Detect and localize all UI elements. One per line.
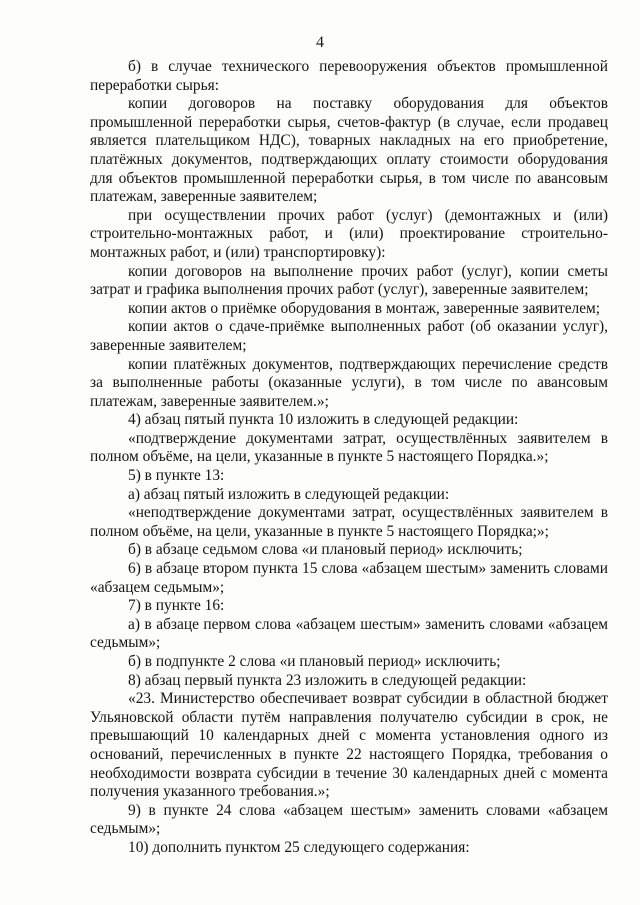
paragraph: 8) абзац первый пункта 23 изложить в следующей редакции: [128, 671, 527, 689]
paragraph: 5) в пункте 13: [128, 467, 225, 485]
paragraph: копии актов о сдаче-приёмке выполненных работ (об оказании услуг), заверенные заявителем; [90, 318, 608, 354]
paragraph: б) в случае технического перевооружения объектов промышленной переработки сырья: [90, 58, 608, 94]
paragraph: 7) в пункте 16: [128, 597, 225, 615]
paragraph: «23. Министерство обеспечивает возврат субсидии в областной бюджет Ульяновской области путём направления получателю субсидии в срок, не превышающий 10 календарных дней с момента установления одного из оснований, перечисленных в пункте 22 настоящего Порядка, требования о необходимости возврата субсидии в течение 30 календарных дней с момента получения указанного требования.»; [90, 690, 608, 801]
paragraph: копии договоров на выполнение прочих работ (услуг), копии сметы затрат и графика выполнения прочих работ (услуг), заверенные заявителем; [90, 262, 608, 299]
paragraph: «неподтверждение документами затрат, осуществлённых заявителем в полном объёме, на цели, указанные в пункте 5 настоящего Порядка;»; [90, 504, 608, 540]
paragraph: копии актов о приёмке оборудования в монтаж, заверенные заявителем; [128, 299, 601, 317]
paragraph: б) в подпункте 2 слова «и плановый период» исключить; [128, 653, 501, 670]
paragraph: «подтверждение документами затрат, осуществлённых заявителем в полном объёме, на цели, указанные в пункте 5 настоящего Порядка.»; [90, 429, 608, 466]
paragraph: при осуществлении прочих работ (услуг) (демонтажных и (или) строительно-монтажных работ, и (или) проектирование строительно-монтажных работ, и (или) транспортировку): [90, 206, 608, 261]
paragraph: 6) в абзаце втором пункта 15 слова «абзацем шестым» заменить словами «абзацем седьмым»; [90, 560, 608, 596]
paragraph: 4) абзац пятый пункта 10 изложить в следующей редакции: [128, 411, 519, 429]
page-number: 4 [316, 34, 324, 51]
paragraph: 9) в пункте 24 слова «абзацем шестым» заменить словами «абзацем седьмым»; [90, 801, 608, 838]
paragraph: а) абзац пятый изложить в следующей редакции: [128, 485, 450, 503]
paragraph: а) в абзаце первом слова «абзацем шестым» заменить словами «абзацем седьмым»; [90, 615, 608, 652]
paragraph: 10) дополнить пунктом 25 следующего содержания: [128, 838, 470, 856]
document-body [90, 58, 608, 858]
paragraph: копии платёжных документов, подтверждающих перечисление средств за выполненные работы (оказанные услуги), в том числе по авансовым платежам, заверенные заявителем.»; [90, 355, 608, 410]
paragraph: б) в абзаце седьмом слова «и плановый период» исключить; [128, 541, 523, 559]
paragraph: копии договоров на поставку оборудования для объектов промышленной переработки сырья, счетов-фактур (в случае, если продавец является плательщиком НДС), товарных накладных на его приобретение, платёжных документов, подтверждающих оплату стоимости оборудования для объектов промышленной переработки сырья, в том числе по авансовым платежам, заверенные заявителем; [90, 95, 608, 206]
